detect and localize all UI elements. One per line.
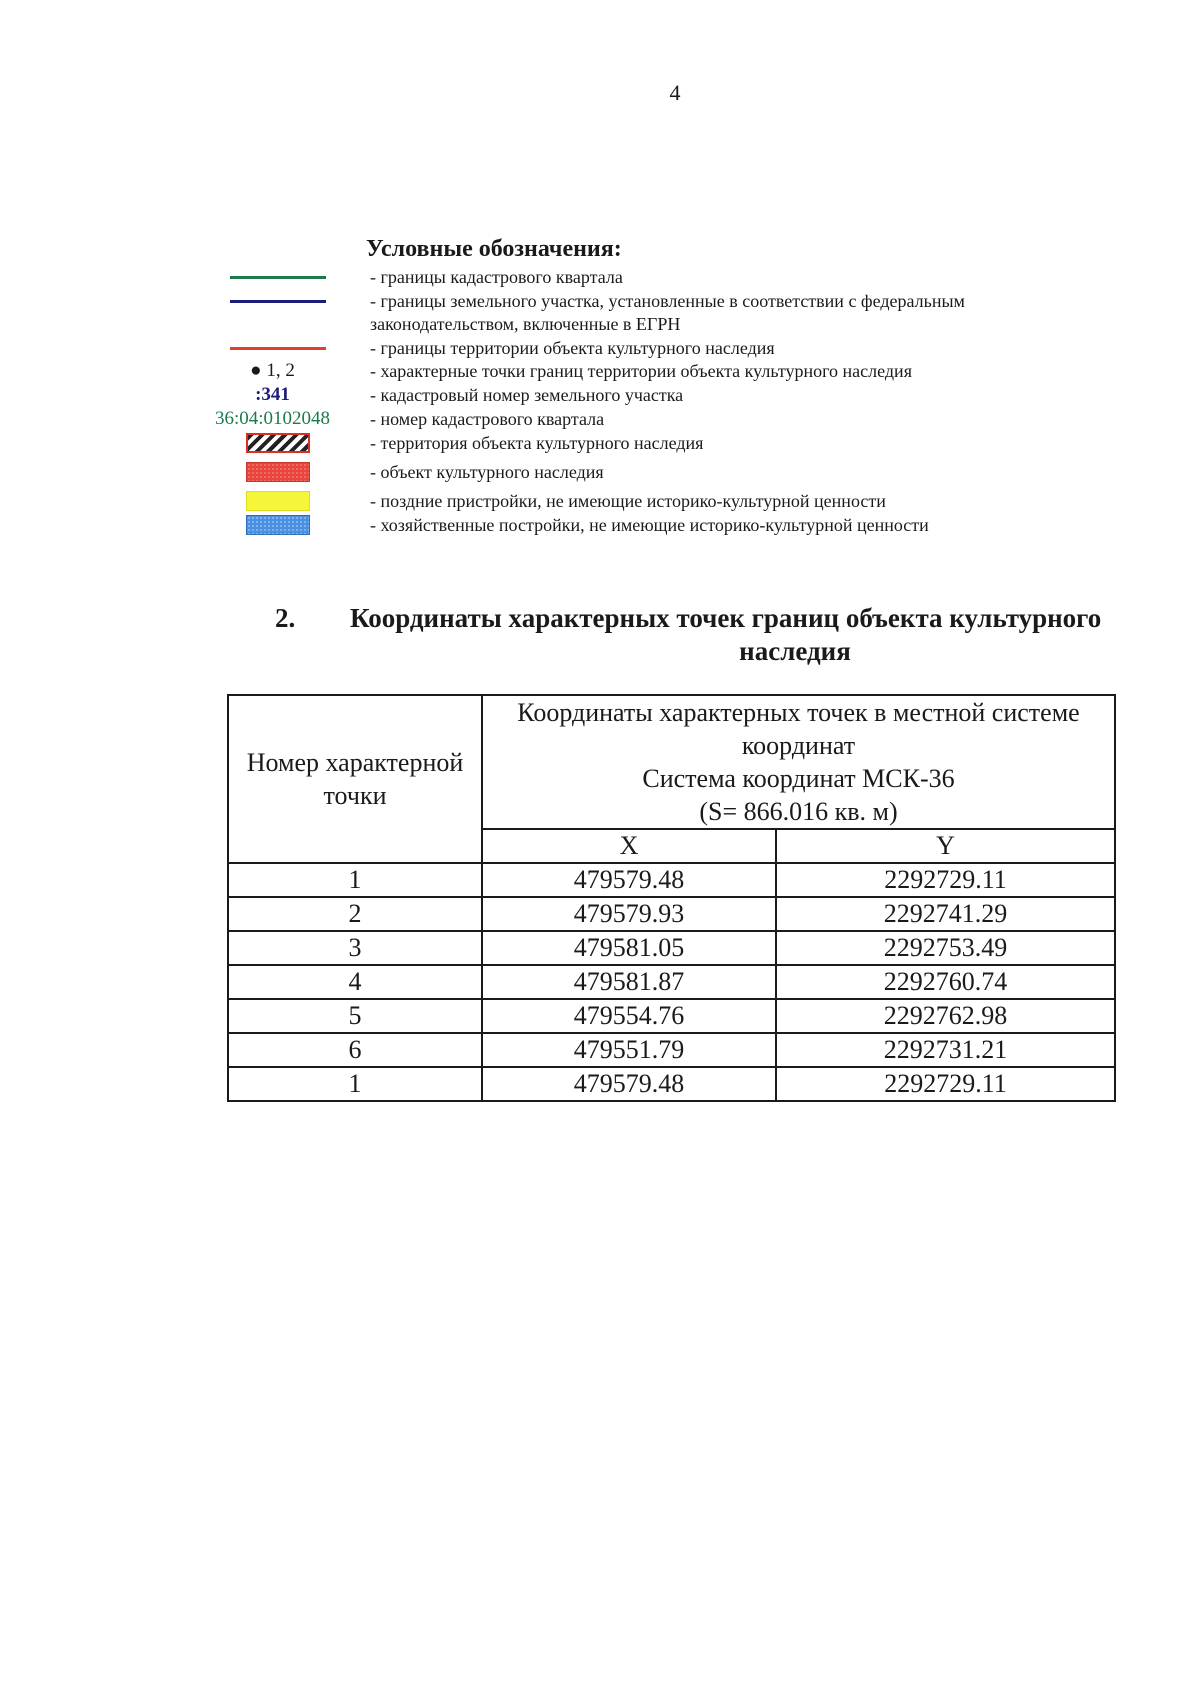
yellow-swatch-icon xyxy=(200,490,345,512)
table-row xyxy=(228,897,1115,931)
x-cell: 479581.87 xyxy=(482,965,776,999)
section-number: 2. xyxy=(275,603,296,633)
x-cell: 479551.79 xyxy=(482,1033,776,1067)
header-point-number: Номер характерной точки xyxy=(228,695,482,863)
point-cell: 4 xyxy=(228,965,482,999)
legend-text: - характерные точки границ территории объекта культурного наследия xyxy=(370,361,912,381)
legend-item xyxy=(200,337,1100,359)
table-row xyxy=(228,931,1115,965)
y-cell: 2292729.11 xyxy=(776,1067,1115,1101)
legend-title: Условные обозначения: xyxy=(366,236,622,262)
legend-item xyxy=(200,384,1100,406)
legend-item xyxy=(200,490,1100,512)
legend-item xyxy=(200,461,1100,483)
table-row xyxy=(228,1033,1115,1067)
legend-item xyxy=(200,432,1100,454)
heritage-territory-line-symbol xyxy=(200,337,345,359)
characteristic-points-symbol xyxy=(200,360,345,382)
y-cell: 2292741.29 xyxy=(776,897,1115,931)
legend-item-continuation xyxy=(200,313,1100,335)
point-cell: 3 xyxy=(228,931,482,965)
header-line: Координаты характерных точек в местной системе xyxy=(517,698,1080,727)
legend-text: - хозяйственные постройки, не имеющие историко-культурной ценности xyxy=(370,515,929,535)
x-cell: 479581.05 xyxy=(482,931,776,965)
point-cell: 5 xyxy=(228,999,482,1033)
header-y: Y xyxy=(776,829,1115,863)
x-cell: 479579.93 xyxy=(482,897,776,931)
header-x: X xyxy=(482,829,776,863)
header-line: Система координат МСК-36 xyxy=(642,764,955,793)
quarter-number-symbol xyxy=(200,408,345,430)
legend-item xyxy=(200,290,1100,312)
table-row xyxy=(228,1067,1115,1101)
legend-text: - границы территории объекта культурного наследия xyxy=(370,338,775,358)
coordinates-table xyxy=(227,694,1116,1102)
parcel-number-symbol xyxy=(200,384,345,406)
characteristic-points-label: ● 1, 2 xyxy=(250,360,295,381)
parcel-number-label: :341 xyxy=(255,384,290,405)
blue-swatch-icon xyxy=(200,514,345,536)
section-title-line: наследия xyxy=(739,636,851,666)
header-line: координат xyxy=(741,731,856,760)
red-swatch-icon xyxy=(200,461,345,483)
legend-text: - объект культурного наследия xyxy=(370,462,604,482)
y-cell: 2292760.74 xyxy=(776,965,1115,999)
legend-text: - границы кадастрового квартала xyxy=(370,267,623,287)
cadastral-quarter-line-symbol xyxy=(200,266,345,288)
x-cell: 479579.48 xyxy=(482,1067,776,1101)
section-title xyxy=(350,602,1170,668)
y-cell: 2292731.21 xyxy=(776,1033,1115,1067)
legend-item xyxy=(200,266,1100,288)
x-cell: 479554.76 xyxy=(482,999,776,1033)
legend-text: - границы земельного участка, установленные в соответствии с федеральным xyxy=(370,291,965,311)
legend-text: - территория объекта культурного наследия xyxy=(370,433,704,453)
header-coordinates xyxy=(482,695,1115,829)
point-cell: 6 xyxy=(228,1033,482,1067)
table-row xyxy=(228,863,1115,897)
hatch-swatch-icon xyxy=(200,432,345,454)
legend-item xyxy=(200,360,1100,382)
page-number: 4 xyxy=(669,80,681,105)
table-row xyxy=(228,965,1115,999)
y-cell: 2292762.98 xyxy=(776,999,1115,1033)
header-line: (S= 866.016 кв. м) xyxy=(699,797,898,826)
section-title-line: Координаты характерных точек границ объекта культурного xyxy=(350,603,1102,633)
point-cell: 1 xyxy=(228,863,482,897)
legend-text: законодательством, включенные в ЕГРН xyxy=(370,314,681,334)
land-plot-line-symbol xyxy=(200,290,345,312)
point-cell: 2 xyxy=(228,897,482,931)
x-cell: 479579.48 xyxy=(482,863,776,897)
legend-text: - кадастровый номер земельного участка xyxy=(370,385,684,405)
legend-text: - номер кадастрового квартала xyxy=(370,409,605,429)
legend-text: - поздние пристройки, не имеющие историко-культурной ценности xyxy=(370,491,886,511)
point-cell: 1 xyxy=(228,1067,482,1101)
table-row xyxy=(228,999,1115,1033)
legend-item xyxy=(200,408,1100,430)
y-cell: 2292729.11 xyxy=(776,863,1115,897)
y-cell: 2292753.49 xyxy=(776,931,1115,965)
quarter-number-label: 36:04:0102048 xyxy=(214,408,331,429)
legend-item xyxy=(200,514,1100,536)
